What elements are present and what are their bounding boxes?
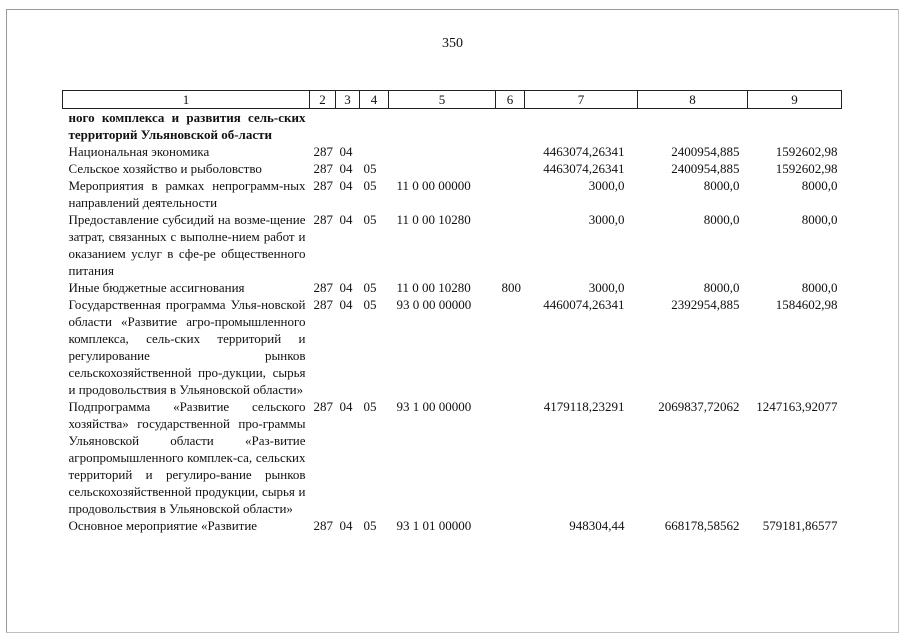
row-value-col7 <box>525 109 638 144</box>
row-value-col7: 3000,0 <box>588 178 625 193</box>
column-header: 8 <box>638 91 748 109</box>
row-name: Предоставление субсидий на возме-щение затрат, связанных с выполне-нием работ и оказанием услуг в сфе-ре общественного питания <box>68 212 306 278</box>
row-expense-type <box>496 398 525 517</box>
row-value-col9: 1247163,92077 <box>756 399 838 414</box>
row-ministry-code: 287 <box>313 297 333 312</box>
row-section-code: 04 <box>339 518 353 533</box>
row-value-col9: 579181,86577 <box>762 518 838 533</box>
row-value-col8: 2400954,885 <box>671 144 740 159</box>
row-section-code: 04 <box>339 297 353 312</box>
row-subsection-code: 05 <box>363 518 377 533</box>
column-header: 5 <box>389 91 496 109</box>
row-value-col9: 1584602,98 <box>775 297 838 312</box>
row-value-col9 <box>748 109 842 144</box>
row-name: Основное мероприятие «Развитие <box>68 518 258 533</box>
table-row <box>63 296 842 398</box>
row-name: Государственная программа Улья-новской области «Развитие агро-промышленного комплекса, сель-ских территорий и регулирование рынков сельскохозяйственной про-дукции, сырья и продовольствия в Ульяновской области» <box>68 297 306 397</box>
table-row <box>63 109 842 144</box>
column-header-row <box>63 91 842 109</box>
row-subsection-code: 05 <box>363 297 377 312</box>
budget-table <box>62 90 842 534</box>
row-value-col8: 8000,0 <box>703 212 740 227</box>
column-header: 1 <box>63 91 310 109</box>
column-header: 7 <box>525 91 638 109</box>
row-target-article: 93 1 00 00000 <box>396 399 472 414</box>
row-section-code: 04 <box>339 212 353 227</box>
row-value-col7: 4463074,26341 <box>543 144 625 159</box>
table-row <box>63 398 842 517</box>
row-value-col7: 948304,44 <box>569 518 625 533</box>
row-ministry-code: 287 <box>313 212 333 227</box>
table-row <box>63 177 842 211</box>
row-target-article: 11 0 00 00000 <box>396 178 471 193</box>
page-number: 350 <box>442 36 463 51</box>
row-section-code: 04 <box>339 161 353 176</box>
row-expense-type <box>496 177 525 211</box>
row-value-col8: 668178,58562 <box>664 518 740 533</box>
row-subsection-code <box>360 143 389 160</box>
row-ministry-code: 287 <box>313 399 333 414</box>
row-expense-type: 800 <box>501 280 521 295</box>
row-value-col8: 2400954,885 <box>671 161 740 176</box>
row-value-col8: 8000,0 <box>703 178 740 193</box>
row-ministry-code: 287 <box>313 144 333 159</box>
page-frame-right <box>898 9 899 633</box>
row-section-code: 04 <box>339 144 353 159</box>
row-expense-type <box>496 109 525 144</box>
column-header: 3 <box>336 91 360 109</box>
row-subsection-code: 05 <box>363 280 377 295</box>
row-expense-type <box>496 211 525 279</box>
row-ministry-code: 287 <box>313 518 333 533</box>
row-value-col7: 4463074,26341 <box>543 161 625 176</box>
column-header: 4 <box>360 91 389 109</box>
table-row <box>63 279 842 296</box>
row-target-article: 93 1 01 00000 <box>396 518 472 533</box>
row-value-col8 <box>638 109 748 144</box>
row-target-article: 93 0 00 00000 <box>396 297 472 312</box>
row-value-col9: 1592602,98 <box>775 144 838 159</box>
row-value-col7: 4460074,26341 <box>543 297 625 312</box>
row-value-col7: 3000,0 <box>588 212 625 227</box>
row-section-code <box>336 109 360 144</box>
table-row <box>63 143 842 160</box>
row-expense-type <box>496 296 525 398</box>
row-value-col8: 2392954,885 <box>671 297 740 312</box>
row-value-col8: 2069837,72062 <box>658 399 740 414</box>
row-target-article: 11 0 00 10280 <box>396 212 471 227</box>
page-frame-top <box>6 9 899 10</box>
row-value-col9: 8000,0 <box>801 178 838 193</box>
page-frame-bottom <box>6 632 899 633</box>
row-expense-type <box>496 160 525 177</box>
column-header: 2 <box>310 91 336 109</box>
row-expense-type <box>496 143 525 160</box>
row-ministry-code: 287 <box>313 280 333 295</box>
row-value-col8: 8000,0 <box>703 280 740 295</box>
row-expense-type <box>496 517 525 534</box>
row-subsection-code: 05 <box>363 399 377 414</box>
row-ministry-code: 287 <box>313 161 333 176</box>
row-target-article: 11 0 00 10280 <box>396 280 471 295</box>
row-section-code: 04 <box>339 178 353 193</box>
row-value-col9: 8000,0 <box>801 280 838 295</box>
row-ministry-code: 287 <box>313 178 333 193</box>
table-row <box>63 517 842 534</box>
table-row <box>63 160 842 177</box>
page-frame-left <box>6 9 7 633</box>
column-header: 9 <box>748 91 842 109</box>
row-value-col9: 8000,0 <box>801 212 838 227</box>
row-name: Подпрограмма «Развитие сельского хозяйства» государственной про-граммы Ульяновской области «Раз-витие агропромышленного комплек-са, сельских территорий и регулиро-вание рынков сельскохозяйственной продукции, сырья и продовольствия в Ульяновской области» <box>68 399 306 516</box>
row-name: Сельское хозяйство и рыболовство <box>68 161 262 176</box>
row-section-code: 04 <box>339 399 353 414</box>
row-subsection-code: 05 <box>363 178 377 193</box>
column-header: 6 <box>496 91 525 109</box>
row-section-code: 04 <box>339 280 353 295</box>
row-ministry-code <box>310 109 336 144</box>
row-subsection-code: 05 <box>363 161 377 176</box>
row-name: Иные бюджетные ассигнования <box>68 280 245 295</box>
table-row <box>63 211 842 279</box>
row-target-article <box>389 143 496 160</box>
row-name: Национальная экономика <box>68 144 210 159</box>
row-value-col7: 4179118,23291 <box>543 399 625 414</box>
row-target-article <box>389 109 496 144</box>
row-subsection-code: 05 <box>363 212 377 227</box>
row-value-col9: 1592602,98 <box>775 161 838 176</box>
row-target-article <box>389 160 496 177</box>
row-subsection-code <box>360 109 389 144</box>
row-value-col7: 3000,0 <box>588 280 625 295</box>
row-name: ного комплекса и развития сель-ских территорий Ульяновской об-ласти <box>68 110 306 142</box>
row-name: Мероприятия в рамках непрограмм-ных направлений деятельности <box>68 178 306 210</box>
